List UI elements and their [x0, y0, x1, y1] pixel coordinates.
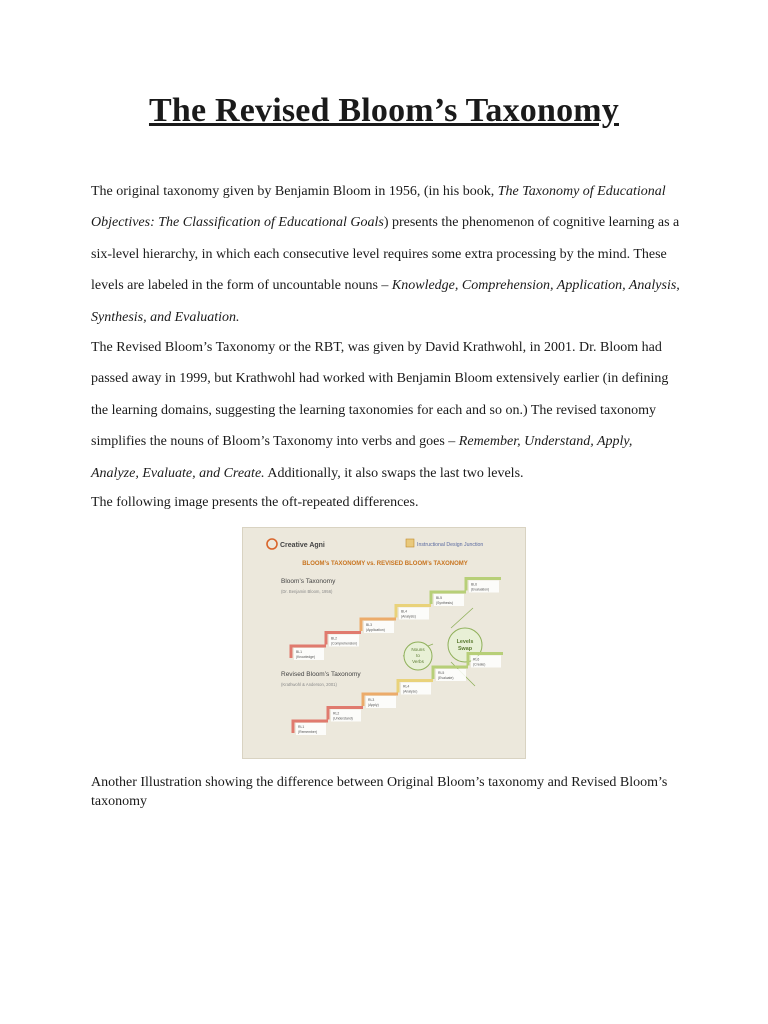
revised-step-4-label: (Analyze)	[403, 689, 418, 694]
swap-connector-top	[451, 608, 473, 628]
revised-step-2-label: (Understand)	[333, 716, 353, 721]
levels-swap-line1: Levels	[456, 639, 474, 645]
revised-steps	[293, 654, 503, 736]
blooms-title: Bloom’s Taxonomy	[281, 578, 336, 585]
revised-step-2-code: RL2	[333, 711, 340, 716]
paragraph-another-illustration: Another Illustration showing the difference between Original Bloom’s taxonomy and Revised Bloom’s taxonomy	[91, 775, 668, 809]
creative-agni-logo-icon	[267, 539, 277, 549]
revised-step-5-label: (Evaluate)	[438, 676, 454, 680]
blooms-step-4-code: BL4	[401, 609, 408, 614]
p1-text-b: ) presents the phenomenon of cognitive learning as a six-level hierarchy, in which each consecutive level requires some extra processing by the mind. These levels are labeled in the form of uncountable nouns –	[91, 215, 680, 294]
blooms-step-6-label: (Evaluation)	[471, 587, 490, 592]
revised-step-5-code: RL5	[438, 671, 445, 675]
logo-left-text: Creative Agni	[280, 542, 325, 549]
paragraph-original-taxonomy	[91, 176, 681, 333]
blooms-subtitle: (Dr. Benjamin Bloom, 1956)	[281, 589, 333, 594]
revised-title: Revised Bloom’s Taxonomy	[281, 671, 361, 678]
blooms-step-5-label: (Synthesis)	[436, 601, 453, 605]
page-title: The Revised Bloom’s Taxonomy	[148, 92, 619, 129]
blooms-step-3-code: BL3	[366, 623, 373, 627]
revised-step-3-label: (Apply)	[368, 703, 379, 707]
blooms-step-5-code: BL5	[436, 596, 443, 600]
p1-text-a: The original taxonomy given by Benjamin Bloom in 1956, (in his book,	[91, 184, 498, 199]
blooms-step-1-code: BL1	[296, 650, 303, 654]
nouns-to-verbs-line2: to	[416, 653, 420, 658]
paragraph-revised-taxonomy	[91, 332, 681, 489]
p1-book-title: The Taxonomy of Educational Objectives: The Classification of Educational Goals	[91, 184, 666, 231]
p2-text-a: The Revised Bloom’s Taxonomy or the RBT, was given by David Krathwohl, in 2001. Dr. Bloom had passed away in 1999, but Krathwohl had worked with Benjamin Bloom extensively earlier (in defining the learning domains, suggesting the learning taxonomies for each and so on.) The revised taxonomy simplifies the nouns of Bloom’s Taxonomy into verbs and goes –	[91, 340, 669, 450]
revised-step-4-code: RL4	[403, 684, 410, 689]
revised-step-1-code: RL1	[298, 725, 305, 729]
taxonomy-diagram	[243, 528, 527, 760]
p2-text-b: Additionally, it also swaps the last two levels.	[264, 465, 524, 481]
nouns-to-verbs-line1: Nouns	[411, 647, 425, 652]
taxonomy-comparison-figure	[242, 527, 526, 759]
blooms-step-4-label: (Analysis)	[401, 614, 416, 619]
idj-logo-icon	[406, 539, 414, 547]
p2-verbs: Remember, Understand, Apply, Analyze, Evaluate, and Create.	[91, 434, 633, 481]
revised-step-6-label: (Create)	[473, 662, 486, 667]
revised-step-1-label: (Remember)	[298, 730, 318, 734]
revised-step-3-code: RL3	[368, 698, 375, 702]
p1-levels: Knowledge, Comprehension, Application, Analysis, Synthesis, and Evaluation.	[91, 278, 680, 325]
logo-right-text: Instructional Design Junction	[417, 542, 484, 548]
levels-swap-line2: Swap	[457, 646, 473, 652]
nouns-to-verbs-line3: Verbs	[412, 659, 424, 664]
paragraph-image-intro: The following image presents the oft-repeated differences.	[91, 495, 419, 510]
revised-subtitle: (Krathwohl & Anderson, 2001)	[281, 682, 337, 687]
blooms-step-2-label: (Comprehension)	[331, 641, 358, 646]
blooms-step-2-code: BL2	[331, 636, 338, 641]
blooms-step-6-code: BL6	[471, 582, 478, 587]
blooms-step-1-label: (Knowledge)	[296, 655, 316, 659]
blooms-step-3-label: (Application)	[366, 628, 385, 632]
revised-step-6-code: RL6	[473, 657, 480, 662]
figure-heading: BLOOM’s TAXONOMY vs. REVISED BLOOM’s TAXONOMY	[302, 561, 468, 567]
